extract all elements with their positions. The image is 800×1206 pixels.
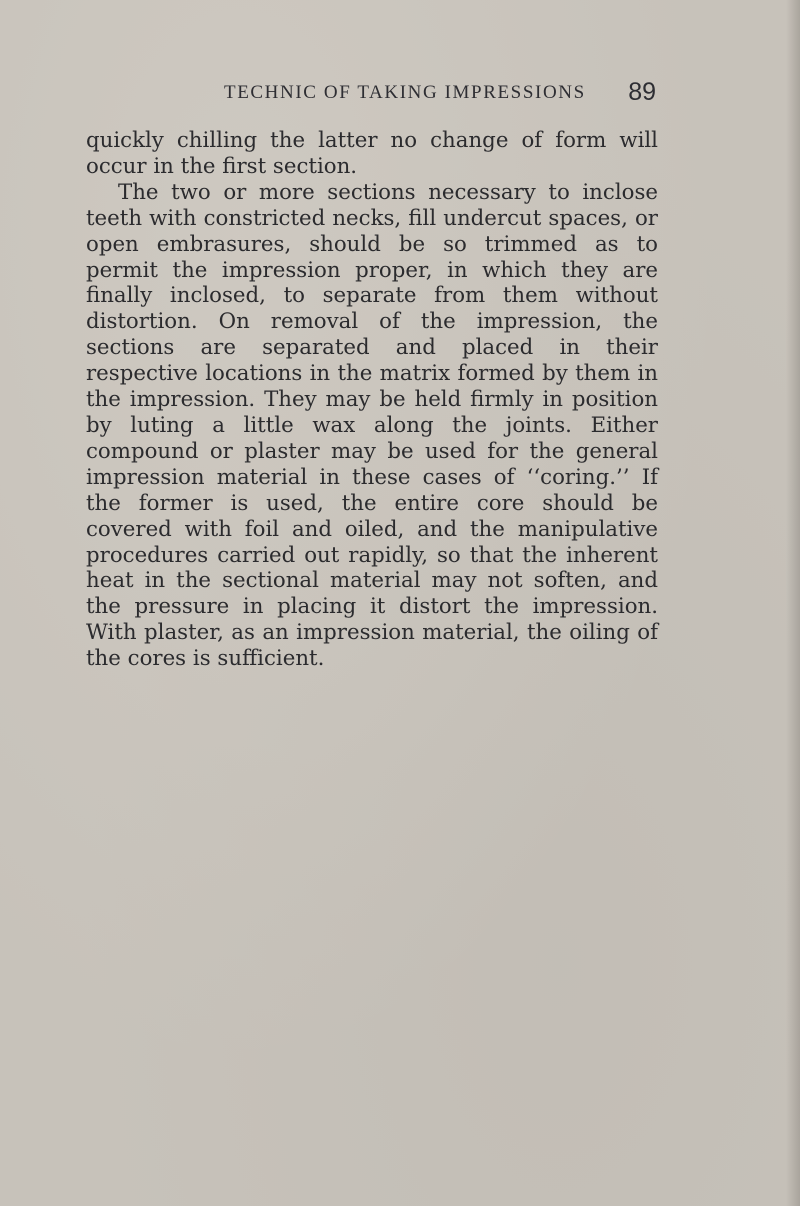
page-header [224, 78, 656, 112]
page-edge-shadow [786, 0, 800, 1206]
body-text [86, 128, 658, 672]
paragraph-coring: The two or more sections necessary to inclose teeth with constricted necks, fill undercut spaces, or open embrasures, should be so trimmed as to permit the impression proper, in which they are finally inclosed, to separate from them without distortion. On removal of the impression, the sections are separated and placed in their respective locations in the matrix formed by them in the impression. They may be held firmly in position by luting a little wax along the joints. Either compound or plaster may be used for the general impression material in these cases of ‘‘coring.’’ If the former is used, the entire core should be covered with foil and oiled, and the manipulative procedures carried out rapidly, so that the inherent heat in the sectional material may not soften, and the pressure in placing it distort the impression. With plaster, as an impression material, the oiling of the cores is sufficient. [86, 179, 658, 672]
running-head: TECHNIC OF TAKING IMPRESSIONS [224, 82, 586, 103]
paragraph-continuation: quickly chilling the latter no change of form will occur in the first section. [86, 128, 658, 179]
page-number: 89 [628, 78, 656, 106]
